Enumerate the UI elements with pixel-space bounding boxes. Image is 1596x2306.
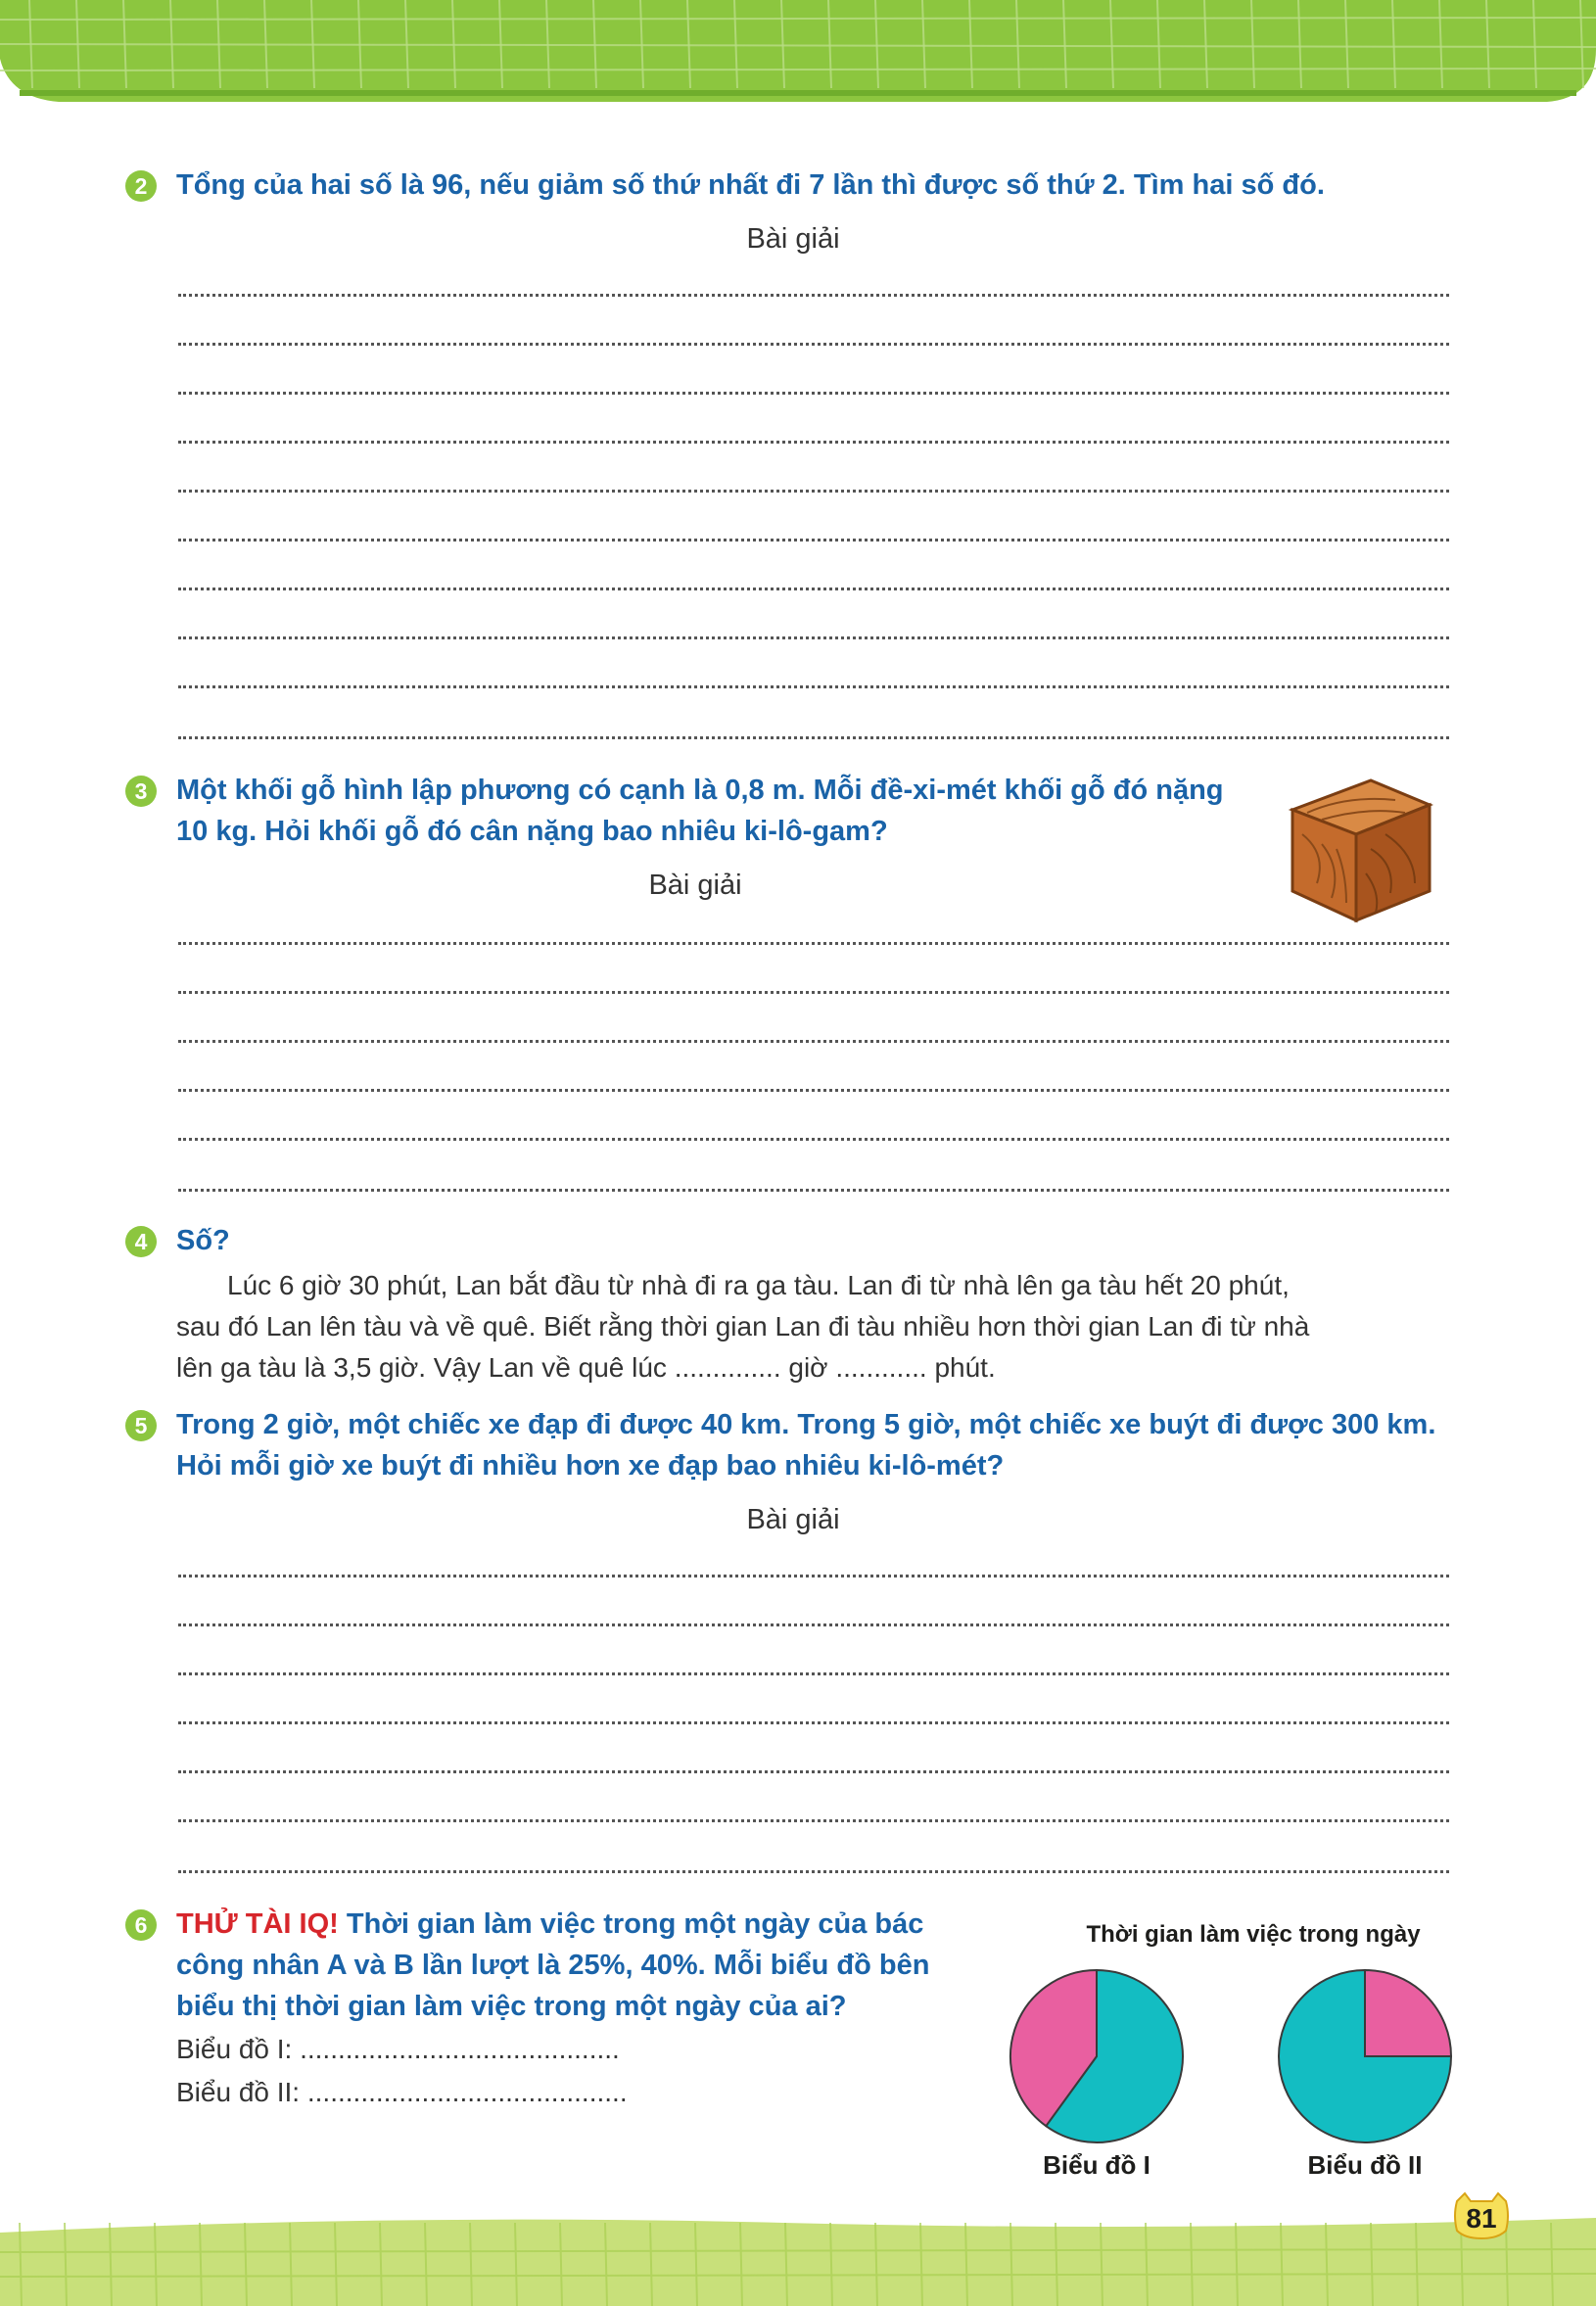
pie-2-slice-1 [1365,1970,1451,2056]
answer-line[interactable] [178,1819,1449,1822]
question-5-number: 5 [125,1410,157,1441]
question-4-line1: Lúc 6 giờ 30 phút, Lan bắt đầu từ nhà đi ra ga tàu. Lan đi từ nhà lên ga tàu hết 20 phút, [227,1270,1290,1300]
chart-2-caption: Biểu đồ II [1307,2150,1423,2180]
question-4-title: Số? [176,1225,230,1256]
question-6-number: 6 [125,1909,157,1941]
question-5-line2: Hỏi mỗi giờ xe buýt đi nhiều hơn xe đạp bao nhiêu ki-lô-mét? [176,1450,1005,1482]
answer-line[interactable] [178,343,1449,346]
pie-chart-2 [1257,1958,1473,2154]
wooden-cube-icon [1288,776,1434,927]
pie-chart-1 [989,1958,1204,2154]
question-4-number: 4 [125,1226,157,1257]
answer-line[interactable] [178,1672,1449,1675]
bottom-band [0,2193,1596,2306]
answer-line[interactable] [178,1089,1449,1092]
answer-line[interactable] [178,1624,1449,1626]
answer-line[interactable] [178,490,1449,493]
answer-line[interactable] [178,1189,1449,1192]
top-banner [0,0,1596,108]
answer-line[interactable] [178,736,1449,739]
answer-line[interactable] [178,441,1449,444]
question-2-solution-label: Bài giải [746,223,840,255]
question-6-line1-rest: Thời gian làm việc trong một ngày của bác [338,1908,924,1940]
answer-chart-1[interactable]: Biểu đồ I: .......................................... [176,2034,620,2064]
question-6-line1 [176,1904,923,1945]
iq-label: THỬ TÀI IQ! [176,1908,339,1940]
answer-line[interactable] [178,942,1449,945]
answer-line[interactable] [178,1770,1449,1773]
question-2-text: Tổng của hai số là 96, nếu giảm số thứ nhất đi 7 lần thì được số thứ 2. Tìm hai số đó. [176,169,1325,201]
question-2-number: 2 [125,170,157,202]
answer-line[interactable] [178,636,1449,639]
answer-line[interactable] [178,1040,1449,1043]
chart-1-caption: Biểu đồ I [1043,2150,1150,2180]
question-3-number: 3 [125,776,157,807]
answer-line[interactable] [178,539,1449,541]
answer-line[interactable] [178,294,1449,297]
page-number: 81 [1466,2203,1497,2234]
question-5-line1: Trong 2 giờ, một chiếc xe đạp đi được 40 km. Trong 5 giờ, một chiếc xe buýt đi được 300 km. [176,1409,1436,1440]
question-4-line3: lên ga tàu là 3,5 giờ. Vậy Lan về quê lúc .............. giờ ............ phút. [176,1352,996,1383]
question-6-line2: công nhân A và B lần lượt là 25%, 40%. Mỗi biểu đồ bên [176,1950,930,1981]
answer-line[interactable] [178,588,1449,590]
charts-title: Thời gian làm việc trong ngày [1086,1921,1421,1948]
question-3-line2: 10 kg. Hỏi khối gỗ đó cân nặng bao nhiêu ki-lô-gam? [176,816,888,847]
answer-line[interactable] [178,1138,1449,1141]
question-3-solution-label: Bài giải [648,870,742,901]
question-4-line2: sau đó Lan lên tàu và về quê. Biết rằng thời gian Lan đi tàu nhiều hơn thời gian Lan đi từ nhà [176,1311,1310,1341]
question-5-solution-label: Bài giải [746,1504,840,1535]
answer-line[interactable] [178,1721,1449,1724]
answer-line[interactable] [178,392,1449,395]
question-6-line3: biểu thị thời gian làm việc trong một ngày của ai? [176,1991,847,2022]
answer-line[interactable] [178,1870,1449,1873]
question-3-line1: Một khối gỗ hình lập phương có cạnh là 0,8 m. Mỗi đề-xi-mét khối gỗ đó nặng [176,775,1224,806]
answer-line[interactable] [178,685,1449,688]
answer-chart-2[interactable]: Biểu đồ II: .......................................... [176,2077,628,2107]
answer-line[interactable] [178,991,1449,994]
answer-line[interactable] [178,1575,1449,1577]
